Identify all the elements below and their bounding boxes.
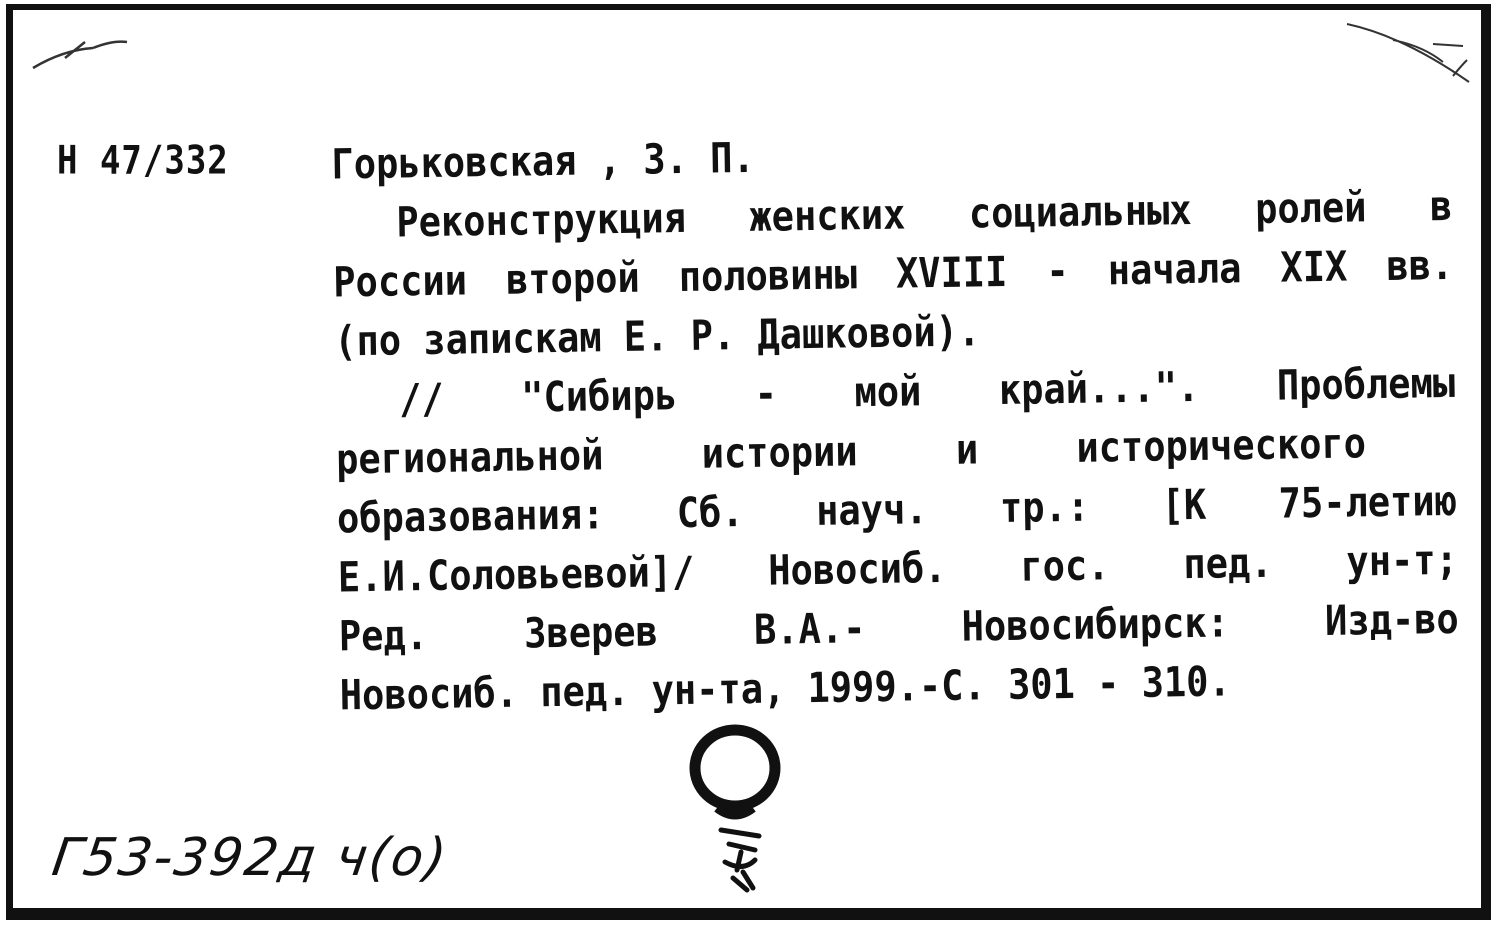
pencil-mark-top-right (1343, 16, 1473, 96)
pencil-mark-top-left (23, 20, 133, 80)
title-line-2: России второй половины XVIII - начала XIX вв. (332, 240, 1454, 307)
handwritten-call-number: Г53-392д ч(о) (48, 828, 452, 888)
source-line-4: Е.И.Соловьевой]/ Новосиб. гос. пед. ун-т; (337, 535, 1459, 602)
shelfmark: Н 47/332 (57, 138, 229, 184)
catalog-card (6, 4, 1491, 920)
author-line: Горьковская , З. П. (331, 133, 756, 189)
library-stamp-icon (685, 722, 795, 912)
source-line-6: Новосиб. пед. ун-та, 1999.-С. 301 - 310. (339, 657, 1232, 720)
title-line-3: (по запискам Е. Р. Дашковой). (333, 307, 981, 366)
bibliographic-entry (331, 117, 1460, 725)
source-line-1: // "Сибирь - мой край...". Проблемы (398, 358, 1456, 424)
source-line-3: образования: Сб. науч. тр.: [К 75-летию (336, 476, 1458, 543)
title-line-1: Реконструкция женских социальных ролей в (396, 181, 1453, 247)
source-line-5: Ред. Зверев В.А.- Новосибирск: Изд-во (338, 594, 1460, 661)
source-line-2: региональной истории и исторического (335, 419, 1367, 484)
